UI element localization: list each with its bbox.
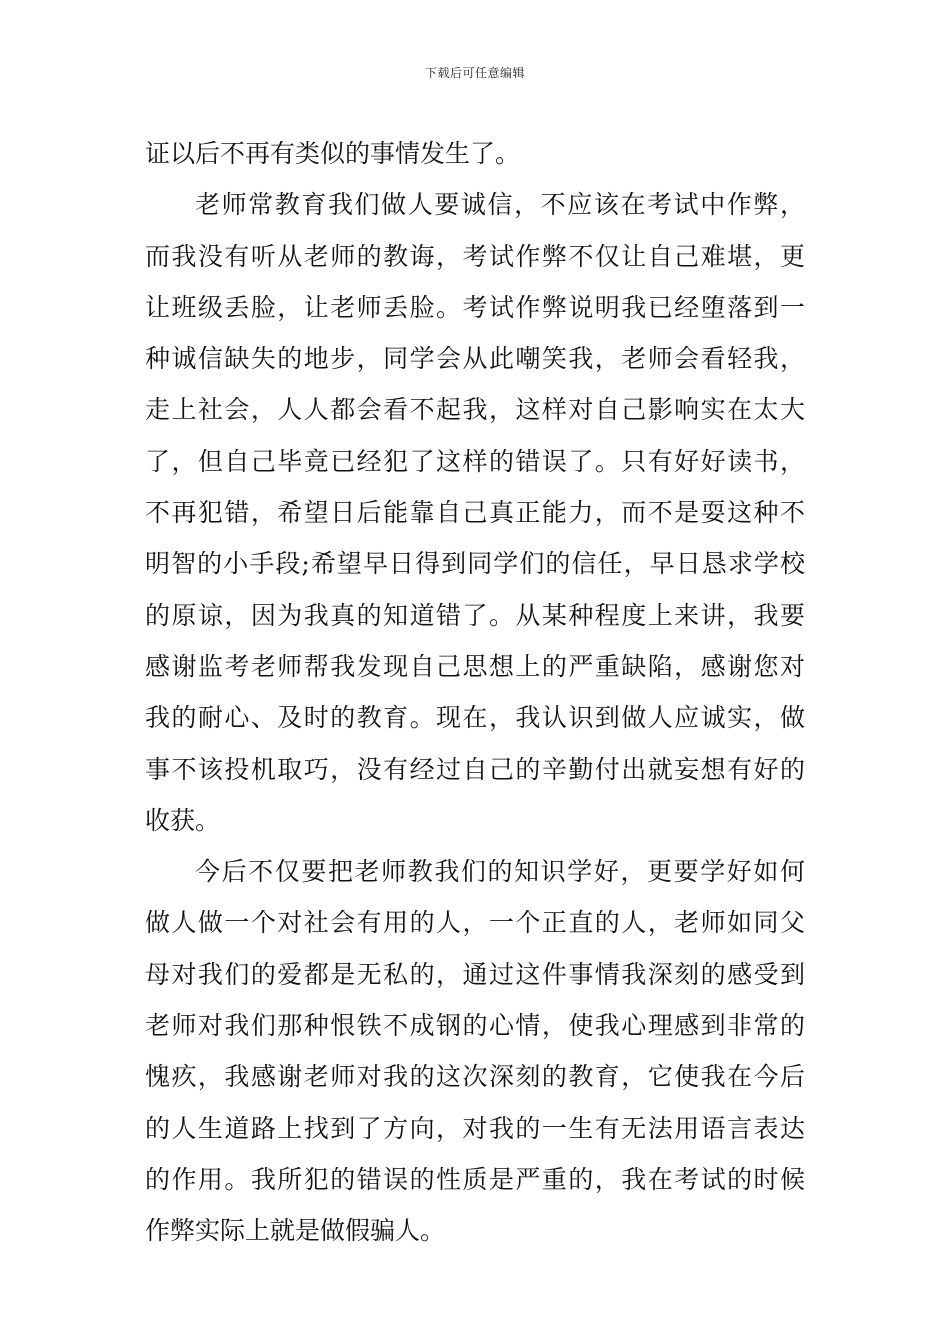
text-line: 做人做一个对社会有用的人，一个正直的人，老师如同父 xyxy=(145,908,805,938)
text-line: 明智的小手段;希望早日得到同学们的信任，早日恳求学校 xyxy=(145,549,805,579)
text-line: 事不该投机取巧，没有经过自己的辛勤付出就妄想有好的 xyxy=(145,754,805,784)
paragraph xyxy=(145,846,805,1256)
text-line: 的原谅，因为我真的知道错了。从某种程度上来讲，我要 xyxy=(145,600,805,630)
text-line: 感谢监考老师帮我发现自己思想上的严重缺陷，感谢您对 xyxy=(145,651,805,681)
text-line: 老师常教育我们做人要诚信，不应该在考试中作弊， xyxy=(195,190,805,220)
text-line: 愧疚，我感谢老师对我的这次深刻的教育，它使我在今后 xyxy=(145,1062,805,1092)
text-line: 老师对我们那种恨铁不成钢的心情，使我心理感到非常的 xyxy=(145,1011,805,1041)
text-line: 的作用。我所犯的错误的性质是严重的，我在考试的时候 xyxy=(145,1164,805,1194)
text-line: 的人生道路上找到了方向，对我的一生有无法用语言表达 xyxy=(145,1113,805,1143)
text-line: 证以后不再有类似的事情发生了。 xyxy=(145,139,521,168)
text-line: 走上社会，人人都会看不起我，这样对自己影响实在太大 xyxy=(145,395,805,425)
text-line: 母对我们的爱都是无私的，通过这件事情我深刻的感受到 xyxy=(145,959,805,989)
page-header: 下载后可任意编辑 xyxy=(424,66,525,80)
text-line: 收获。 xyxy=(145,805,221,835)
paragraph xyxy=(145,179,805,846)
text-line: 让班级丢脸，让老师丢脸。考试作弊说明我已经堕落到一 xyxy=(145,292,805,322)
paragraph xyxy=(145,128,805,179)
text-line: 不再犯错，希望日后能靠自己真正能力，而不是耍这种不 xyxy=(145,498,805,528)
document-body xyxy=(145,128,805,1257)
text-line: 种诚信缺失的地步，同学会从此嘲笑我，老师会看轻我， xyxy=(145,344,805,374)
text-line: 了，但自己毕竟已经犯了这样的错误了。只有好好读书， xyxy=(145,446,805,476)
text-line: 今后不仅要把老师教我们的知识学好，更要学好如何 xyxy=(195,857,805,887)
text-line: 而我没有听从老师的教诲，考试作弊不仅让自己难堪，更 xyxy=(145,241,805,271)
text-line: 我的耐心、及时的教育。现在，我认识到做人应诚实，做 xyxy=(145,703,805,733)
text-line: 作弊实际上就是做假骗人。 xyxy=(145,1216,446,1246)
